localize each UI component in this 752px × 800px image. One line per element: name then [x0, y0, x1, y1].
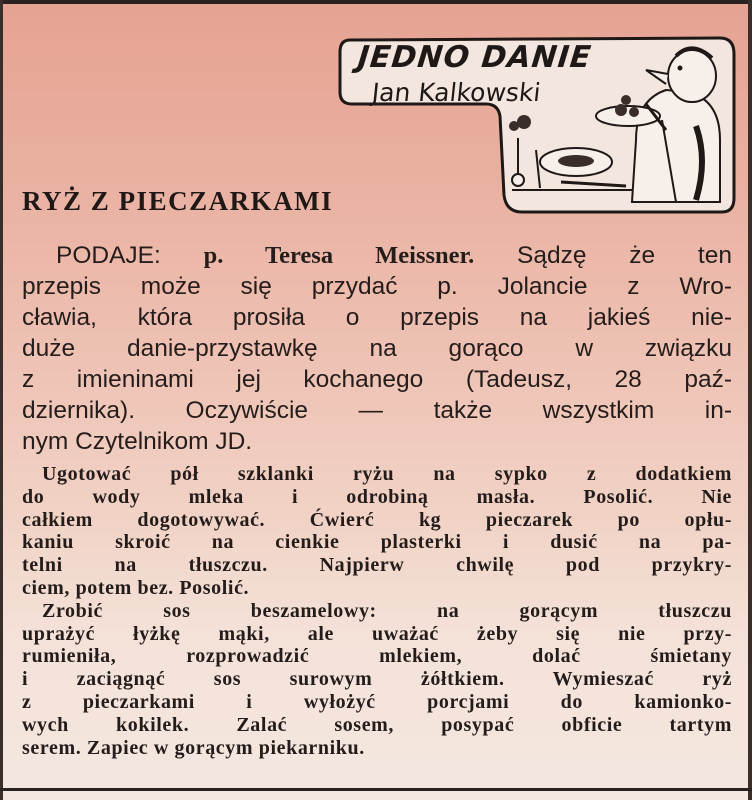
intro-paragraph [22, 240, 732, 457]
page-border-bottom [0, 788, 752, 791]
intro-line: dziernika). Oczywiście — także wszystkim in- [22, 397, 732, 424]
body-line: rumieniła, rozprowadzić mlekiem, dolać śmietany [22, 645, 732, 668]
body-line: uprażyć łyżkę mąki, ale uważać żeby się nie przy- [22, 622, 732, 645]
body-line: wych kokilek. Zalać sosem, posypać obficie tartym [22, 713, 732, 736]
column-author: Jan Kalkowski [370, 78, 543, 107]
recipe-title: RYŻ Z PIECZARKAMI [22, 186, 334, 216]
body-line: całkiem dogotowywać. Ćwierć kg pieczarek po opłu- [22, 508, 732, 531]
contributor-name: p. Teresa Meissner. [203, 242, 475, 269]
body-line: i zaciągnąć sos surowym żółtkiem. Wymieszać ryż [22, 668, 732, 691]
page-border-top [0, 0, 752, 4]
column-title: JEDNO DANIE [356, 40, 594, 75]
intro-line: duże danie-przystawkę na gorąco w związku [22, 335, 732, 362]
body-line: ciem, potem bez. Posolić. [22, 576, 250, 599]
intro-line: z imieninami jej kochanego (Tadeusz, 28 paź- [22, 366, 732, 393]
intro-line: cławia, która prosiła o przepis na jakieś nie- [22, 304, 732, 331]
body-line: z pieczarkami i wyłożyć porcjami do kamionko- [22, 690, 732, 713]
body-line: Zrobić sos beszamelowy: na gorącym tłuszczu [42, 599, 732, 622]
recipe-body [22, 463, 732, 759]
body-line: telni na tłuszczu. Najpierw chwilę pod przykry- [22, 554, 732, 577]
body-line: serem. Zapiec w gorącym piekarniku. [22, 736, 365, 759]
body-line: kaniu skroić na cienkie plasterki i dusić na pa- [22, 531, 732, 554]
column-banner [336, 30, 736, 215]
page-border-right [748, 0, 752, 800]
intro-line: nym Czytelnikom JD. [22, 428, 253, 455]
body-line: Ugotować pół szklanki ryżu na sypko z dodatkiem [42, 463, 732, 485]
intro-line: przepis może się przydać p. Jolancie z Wro- [22, 273, 732, 300]
intro-line: PODAJE: p. Teresa Meissner. Sądzę że ten [56, 242, 732, 269]
page-border-left [0, 0, 3, 800]
body-line: do wody mleka i odrobiną masła. Posolić. Nie [22, 485, 732, 508]
